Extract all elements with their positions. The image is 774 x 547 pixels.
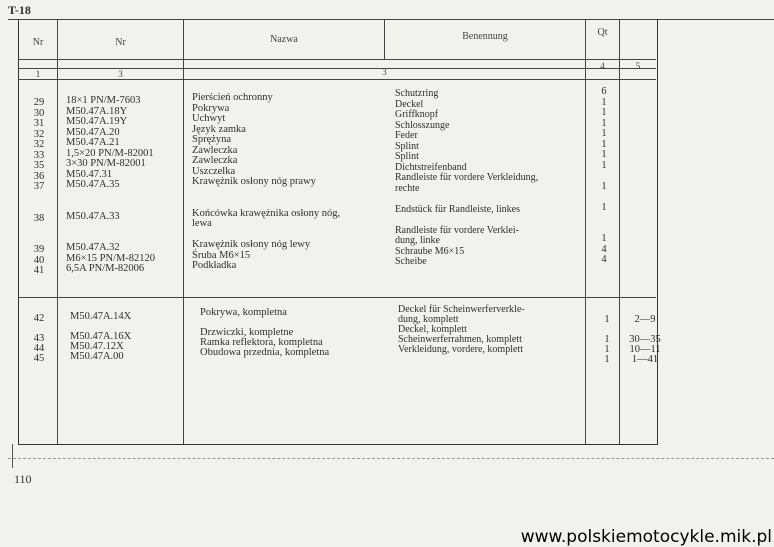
row-qty: 1: [604, 314, 610, 325]
row-nazwa: Pokrywa, kompletna: [200, 307, 287, 318]
row-nr: 40: [33, 254, 45, 266]
group2-nazwa-column: [200, 308, 384, 358]
group2-qty-column: [595, 315, 619, 365]
row-part-number: M50.47A.21: [66, 137, 120, 148]
group1-nr-column: [26, 98, 52, 277]
row-nr: 31: [33, 118, 45, 129]
column-number: 3: [382, 67, 387, 77]
group1-nazwa-column: [192, 93, 384, 272]
row-part-number: 3×30 PN/M-82001: [66, 158, 146, 169]
row-benennung: [395, 194, 585, 205]
row-qty: 1: [604, 334, 610, 345]
row-part-number: [66, 222, 184, 233]
row-nr: 35: [33, 160, 45, 171]
row-qty: 1: [601, 233, 607, 244]
row-benennung: Dichtstreifenband: [395, 161, 467, 173]
row-benennung: Deckel: [395, 98, 424, 110]
row-qty: 1: [601, 128, 607, 139]
row-benennung: Schutzring: [395, 88, 439, 99]
row-part-number: M50.47A.33: [66, 210, 120, 222]
group1-benennung-column: [395, 89, 585, 268]
row-nazwa: Pierścień ochronny: [192, 92, 273, 103]
row-qty: 1: [601, 138, 607, 150]
row-nr: 32: [33, 139, 45, 150]
row-part-number: M50.47A.00: [70, 351, 124, 362]
row-part-number: 1,5×20 PN/M-82001: [66, 147, 154, 159]
row-qty: [592, 171, 616, 182]
row-nazwa: Język zamka: [192, 123, 246, 135]
row-qty: 1: [601, 96, 607, 108]
col-divider-5: [619, 19, 620, 444]
row-part-number: 6,5A PN/M-82006: [66, 263, 145, 274]
row-part-number: 18×1 PN/M-7603: [66, 95, 141, 106]
row-nr: 30: [33, 107, 45, 119]
column-number: 1: [35, 69, 41, 79]
row-nr: 38: [33, 212, 45, 224]
row-nazwa: Pokrywa: [192, 102, 230, 114]
row-nazwa: Uszczelka: [192, 165, 236, 177]
column-number: 4: [600, 61, 605, 71]
row-qty: 1: [601, 180, 607, 192]
row-qty: 1: [601, 117, 607, 129]
row-benennung: Deckel, komplett: [398, 324, 467, 335]
row-nazwa: Krawężnik osłony nóg prawy: [192, 176, 316, 187]
row-nr: 39: [33, 244, 45, 255]
row-part-number: M50.47.12X: [70, 341, 124, 352]
row-benennung: dung, komplett: [398, 314, 459, 325]
row-qty: 1: [604, 344, 610, 355]
header-qty: Qt: [597, 27, 608, 38]
row-part-number: [66, 191, 184, 202]
group2-benennung-column: [398, 305, 585, 355]
col-divider-4: [585, 19, 586, 444]
row-benennung: Verkleidung, vordere, komplett: [398, 344, 523, 355]
header-part-no: Nr: [115, 37, 126, 48]
header-nr: Nr: [32, 37, 44, 48]
header-benennung: Benennung: [462, 31, 508, 42]
row-nr: 33: [33, 149, 45, 161]
row-qty: 1: [601, 159, 607, 171]
column-number: 5: [635, 61, 641, 71]
row-nr: [26, 193, 52, 204]
row-part-number: M6×15 PN/M-82120: [66, 252, 156, 264]
row-nazwa: Śruba M6×15: [192, 249, 251, 261]
row-nazwa: Drzwiczki, kompletne: [200, 327, 294, 338]
row-nr: 45: [33, 353, 45, 364]
row-nr: [26, 203, 52, 214]
group2-nr-column: [26, 314, 52, 364]
page-number: 110: [14, 472, 32, 486]
row-nr: 29: [33, 97, 45, 108]
row-qty: 1: [604, 354, 610, 365]
row-benennung: rechte: [395, 182, 420, 194]
row-nazwa: Uchwyt: [192, 113, 226, 124]
row-qty: 4: [601, 243, 607, 255]
row-nr: 43: [33, 333, 45, 344]
row-part-number: M50.47A.20: [66, 126, 120, 138]
row-benennung: dung, linke: [395, 235, 440, 246]
body-start-rule: [18, 79, 656, 80]
row-benennung: Scheinwerferrahmen, komplett: [398, 334, 522, 345]
row-benennung: Randleiste für vordere Verkleidung,: [395, 172, 539, 183]
row-benennung: Splint: [395, 151, 419, 162]
group1-part-column: [66, 96, 184, 275]
row-nr: [26, 224, 52, 235]
row-nazwa: lewa: [192, 218, 212, 229]
group-separator-rule: [18, 297, 656, 298]
row-qty: 1: [601, 107, 607, 118]
row-nr: 36: [33, 170, 45, 182]
col-divider-1: [57, 19, 58, 444]
row-benennung: [395, 215, 585, 226]
row-nazwa: [192, 198, 384, 209]
page-code: T-18: [8, 3, 31, 17]
row-part-number: M50.47A.16X: [70, 331, 132, 342]
bottom-rule: [8, 458, 774, 459]
row-part-number: M50.47A.14X: [70, 311, 132, 322]
website-watermark: www.polskiemotocykle.mik.pl: [520, 527, 772, 547]
group2-part-column: [70, 312, 184, 362]
row-benennung: Scheibe: [395, 256, 427, 267]
row-part-number: M50.47A.18Y: [66, 105, 128, 117]
row-benennung: Splint: [395, 140, 419, 152]
row-part-number: M50.47A.19Y: [66, 116, 128, 127]
row-nazwa: Krawężnik osłony nóg lewy: [192, 239, 311, 250]
row-nr: 42: [33, 313, 45, 324]
row-reference: 1—41: [631, 354, 659, 365]
row-part-number: M50.47A.32: [66, 242, 120, 253]
row-nazwa: Podkładka: [192, 260, 237, 271]
row-benennung: Schlosszunge: [395, 119, 450, 131]
row-nazwa: Ramka reflektora, kompletna: [200, 337, 323, 348]
row-benennung: Schraube M6×15: [395, 245, 465, 257]
row-qty: 1: [601, 201, 607, 213]
row-qty: 1: [601, 149, 607, 160]
row-nazwa: Sprężyna: [192, 134, 232, 145]
row-reference: 30—35: [629, 334, 661, 345]
header-nazwa: Nazwa: [270, 34, 298, 45]
row-reference: 10—11: [629, 344, 661, 355]
group2-ref-column: [625, 315, 665, 365]
row-reference: 2—9: [634, 314, 656, 325]
row-part-number: M50.47A.35: [66, 179, 120, 190]
column-number: 3: [118, 69, 123, 79]
row-part-number: [66, 201, 184, 212]
row-benennung: Endstück für Randleiste, linkes: [395, 203, 520, 215]
row-nazwa: [192, 188, 384, 199]
row-benennung: Feder: [395, 130, 418, 141]
row-nazwa: Zawleczka: [192, 155, 238, 166]
row-nazwa: Zawleczka: [192, 144, 238, 156]
row-benennung: Randleiste für vordere Verklei-: [395, 224, 519, 236]
row-qty: 4: [601, 254, 607, 265]
row-nr: 32: [33, 128, 45, 140]
row-nr: 41: [33, 265, 45, 276]
margin-mark: [12, 444, 13, 468]
row-nazwa: Obudowa przednia, kompletna: [200, 347, 330, 358]
group1-qty-column: [592, 87, 616, 266]
row-nazwa: Końcówka krawężnika osłony nóg,: [192, 207, 341, 219]
row-qty: [592, 192, 616, 203]
row-qty: 6: [601, 86, 607, 97]
row-qty: [592, 213, 616, 224]
row-nr: 37: [33, 181, 45, 192]
header-rule: [18, 59, 656, 60]
row-benennung: Griffknopf: [395, 109, 439, 120]
row-nr: 44: [33, 343, 45, 354]
row-benennung: Deckel für Scheinwerferverkle-: [398, 304, 525, 315]
row-part-number: M50.47.31: [66, 168, 113, 180]
